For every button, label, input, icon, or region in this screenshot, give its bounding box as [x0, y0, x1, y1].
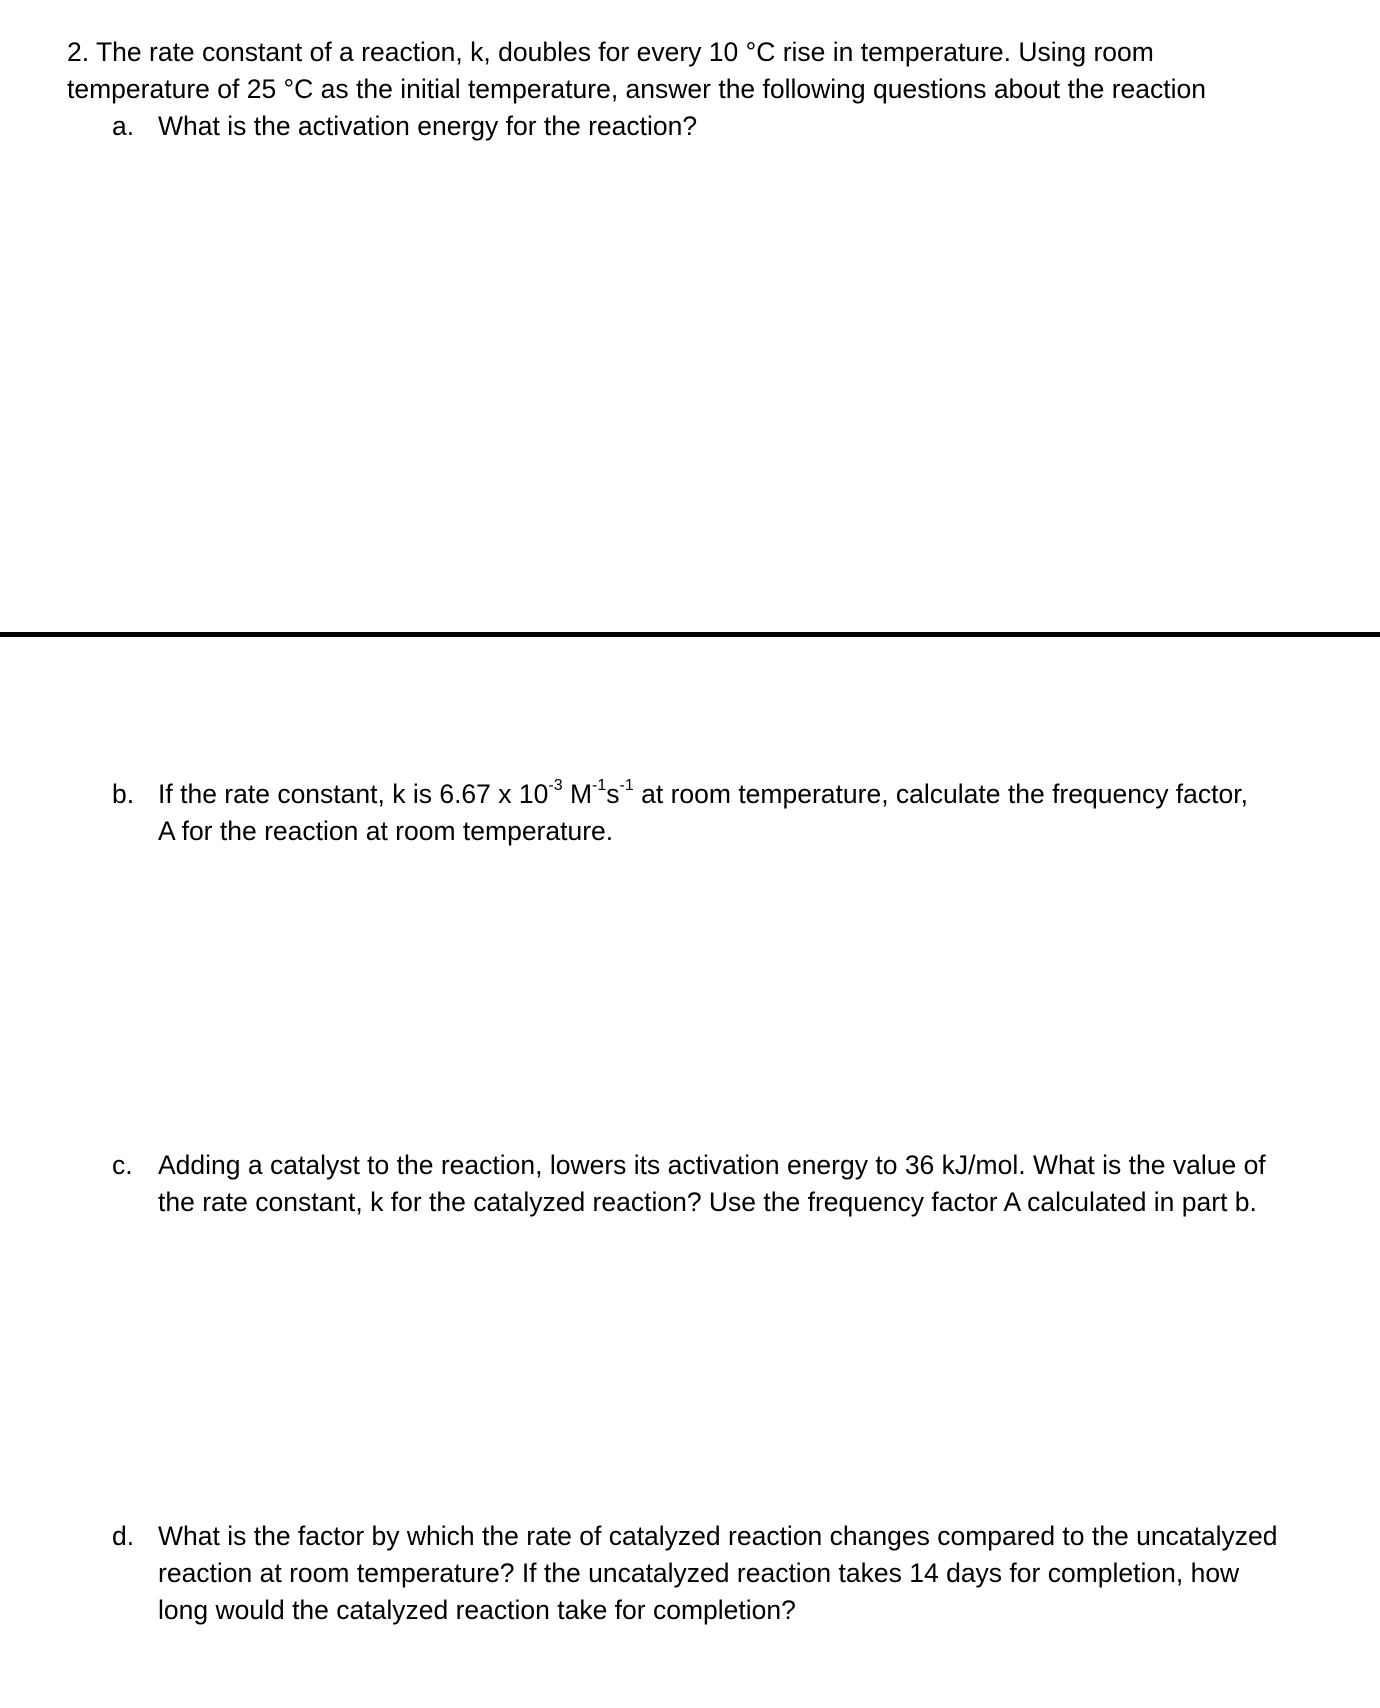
section-divider	[0, 632, 1380, 637]
intro-line-1: 2. The rate constant of a reaction, k, doubles for every 10 °C rise in temperature. Using room	[67, 37, 1154, 67]
part-b-line-1-pre: If the rate constant, k is 6.67 x 10	[158, 779, 549, 809]
question-intro	[67, 34, 1357, 108]
part-c-line-2: the rate constant, k for the catalyzed reaction? Use the frequency factor A calculated in part b.	[158, 1187, 1257, 1217]
part-b-unit-m: M	[562, 779, 593, 809]
part-a-text	[158, 108, 1358, 145]
part-d-line-3: long would the catalyzed reaction take for completion?	[158, 1595, 796, 1625]
part-a-line-1: What is the activation energy for the reaction?	[158, 111, 698, 141]
part-b-line-1	[158, 776, 1358, 813]
intro-line-2: temperature of 25 °C as the initial temperature, answer the following questions about the reaction	[67, 74, 1206, 104]
part-b-unit-s: s	[606, 779, 620, 809]
part-d-letter: d.	[112, 1521, 135, 1551]
part-b-line-2: A for the reaction at room temperature.	[158, 816, 614, 846]
part-b-exponent-1: -3	[548, 777, 563, 795]
part-d-line-1: What is the factor by which the rate of catalyzed reaction changes compared to the uncatalyzed	[158, 1521, 1278, 1551]
part-c-line-1: Adding a catalyst to the reaction, lowers its activation energy to 36 kJ/mol. What is the value of	[158, 1150, 1266, 1180]
part-b-exponent-3: -1	[619, 777, 634, 795]
part-b-text	[158, 776, 1358, 850]
part-b-line-1-post: at room temperature, calculate the frequency factor,	[633, 779, 1248, 809]
part-c-text	[158, 1147, 1358, 1221]
part-d-line-2: reaction at room temperature? If the uncatalyzed reaction takes 14 days for completion, how	[158, 1558, 1240, 1588]
part-b-exponent-2: -1	[592, 777, 607, 795]
part-d-text	[158, 1518, 1358, 1629]
part-b-letter: b.	[112, 779, 135, 809]
part-c-letter: c.	[112, 1150, 133, 1180]
part-a-letter: a.	[112, 111, 135, 141]
